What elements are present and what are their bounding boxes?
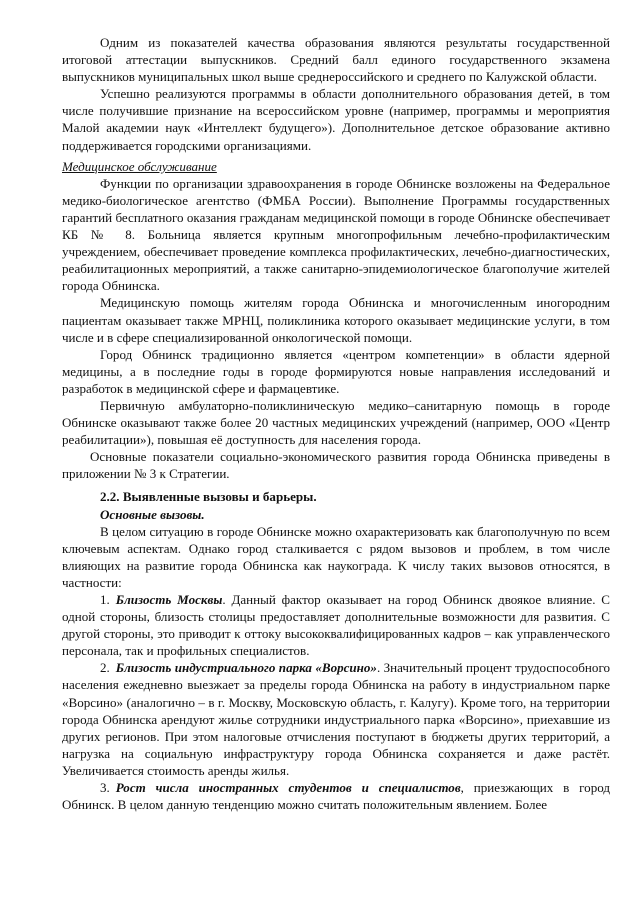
list-item-text: . Значительный процент трудоспособного населения ежедневно выезжает за пределы города Обнинска на работу в индустриальном парке «Ворсино» (аналогично – в г. Москву, Московскую область, г. Калугу). Кроме того, на территории города Обнинска арендуют жилье сотрудники индустриального парка «Ворсино», приехавшие из других регионов. При этом налоговые отчисления поступают в бюджеты других территорий, а нагрузка на социальную инфраструктуру города Обнинска сохраняется и даже растёт. Увеличивается стоимость аренды жилья. [62,660,610,778]
list-number: 1. [100,592,110,607]
list-item-title: Рост числа иностранных студентов и специалистов [115,780,461,796]
list-item-vorsino [62,659,610,779]
list-item-text: , приезжающих в город Обнинск. В целом данную тенденцию можно считать положительным явлением. Более [62,780,611,813]
section-title: 2.2. Выявленные вызовы и барьеры. [100,489,317,505]
document-page [62,34,610,813]
list-item-foreign-students [62,779,610,813]
list-number: 2. [100,660,110,676]
subsection-title: Основные вызовы. [100,506,205,522]
paragraph-mrnc: Медицинскую помощь жителям города Обнинска и многочисленным иногородним пациентам оказывает также МРНЦ, поликлиника которого оказывает медицинские услуги, в том числе и в сфере специализированной онкологической помощи. [62,295,610,345]
paragraph-challenges-intro: В целом ситуацию в городе Обнинске можно охарактеризовать как благополучную по всем ключевым аспектам. Однако город сталкивается с рядом вызовов и проблем, в том числе влияющих на развитие города Обнинска как наукограда. К числу таких вызовов относятся, в частности: [62,523,610,590]
paragraph-nuclear-medicine: Город Обнинск традиционно является «центром компетенции» в области ядерной медицины, а в последние годы в городе формируются новые направления исследований и разработок в медицинской сфере и фармацевтике. [62,346,610,396]
medical-heading: Медицинское обслуживание [62,158,217,174]
paragraph-extra-education: Успешно реализуются программы в области дополнительного образования детей, в том числе получившие признание на всероссийском уровне (например, программы и мероприятия Малой академии наук «Интеллект будущего»). Дополнительное детское образование активно поддерживается городскими организациями. [62,86,610,153]
paragraph-private-clinics: Первичную амбулаторно-поликлиническую медико–санитарную помощь в городе Обнинске оказывают также более 20 частных медицинских учреждений (например, ООО «Центр реабилитации»), повышая её доступность для населения города. [62,397,610,448]
list-item-title: Близость Москвы [115,592,223,607]
list-number: 3. [100,780,110,796]
paragraph-exam-results: Одним из показателей качества образования являются результаты государственной итоговой аттестации выпускников. Средний балл единого государственного экзамена выпускников муниципальных школ выше среднероссийского и среднего по Калужской области. [62,35,610,85]
list-item-moscow [62,591,610,659]
list-item-text: . Данный фактор оказывает на город Обнинск двоякое влияние. С одной стороны, близость столицы предоставляет дополнительные возможности для развития. С другой стороны, это приводит к оттоку высококвалифицированных кадров – как управленческого персонала, так и профильных специалистов. [62,592,610,659]
paragraph-indicators: Основные показатели социально-экономического развития города Обнинска приведены в приложении № 3 к Стратегии. [62,449,610,482]
list-item-title: Близость индустриального парка «Ворсино» [115,660,377,676]
paragraph-fmba: Функции по организации здравоохранения в городе Обнинске возложены на Федеральное медико-биологическое агентство (ФМБА России). Выполнение Программы государственных гарантий бесплатного оказания гражданам медицинской помощи в городе Обнинске обеспечивает КБ № 8. Больница является крупным многопрофильным лечебно-профилактическим учреждением, обеспечивает проведение комплекса профилактических, лечебно-диагностических, реабилитационных мероприятий, а также санитарно-эпидемиологическое благополучие жителей города Обнинска. [62,175,610,294]
